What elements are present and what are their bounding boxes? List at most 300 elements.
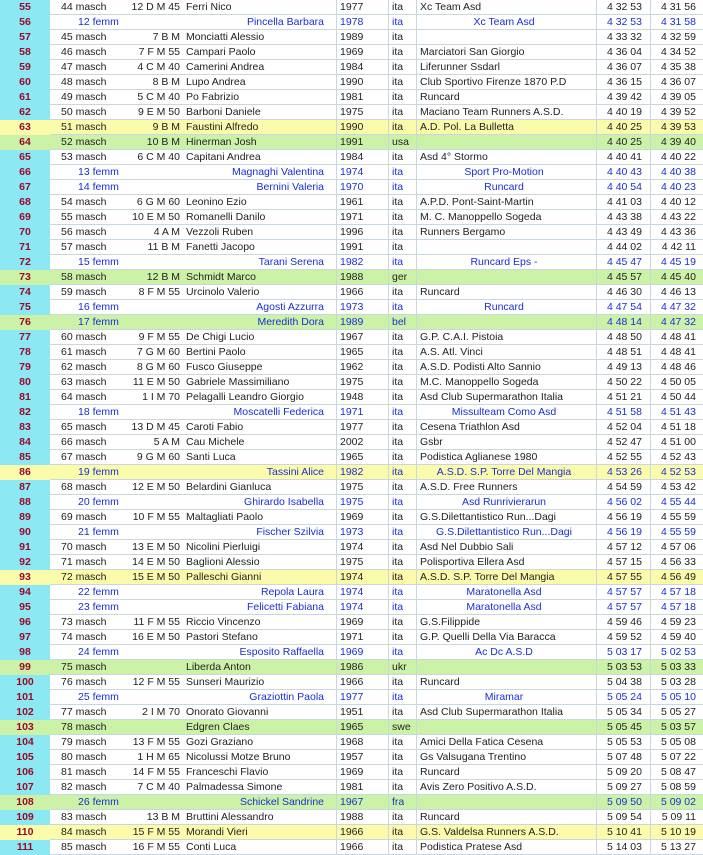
position-cell: 95 xyxy=(0,600,50,615)
position-cell: 109 xyxy=(0,810,50,825)
column-divider xyxy=(650,240,651,254)
table-row xyxy=(0,150,703,165)
table-row xyxy=(0,510,703,525)
birth-year-cell: 1975 xyxy=(340,106,364,118)
column-divider xyxy=(596,480,597,494)
column-divider xyxy=(650,0,651,14)
column-divider xyxy=(388,405,389,419)
position-cell: 67 xyxy=(0,180,50,195)
class-rank-cell: 1 H M 65 xyxy=(137,751,180,763)
club-cell: G.S.Dilettantistico Run...Dagi xyxy=(436,526,572,538)
column-divider xyxy=(650,525,651,539)
net-time-cell: 4 52 43 xyxy=(660,451,696,463)
class-rank-cell: 10 E M 50 xyxy=(132,211,180,223)
column-divider xyxy=(336,495,337,509)
net-time-cell: 4 45 40 xyxy=(660,271,696,283)
column-divider xyxy=(416,615,417,629)
column-divider xyxy=(650,480,651,494)
birth-year-cell: 1984 xyxy=(340,61,364,73)
club-cell: Asd 4° Stormo xyxy=(420,151,488,163)
birth-year-cell: 1975 xyxy=(340,496,364,508)
gun-time-cell: 5 09 20 xyxy=(606,766,642,778)
column-divider xyxy=(336,315,337,329)
column-divider xyxy=(388,45,389,59)
column-divider xyxy=(336,195,337,209)
column-divider xyxy=(416,300,417,314)
column-divider xyxy=(650,210,651,224)
column-divider xyxy=(336,840,337,854)
category-rank-cell: 56 masch xyxy=(61,226,107,238)
column-divider xyxy=(336,45,337,59)
column-divider xyxy=(596,630,597,644)
column-divider xyxy=(650,30,651,44)
nationality-cell: ita xyxy=(392,481,404,493)
nationality-cell: usa xyxy=(392,136,409,148)
column-divider xyxy=(650,255,651,269)
column-divider xyxy=(416,450,417,464)
category-rank-cell: 79 masch xyxy=(61,736,107,748)
column-divider xyxy=(388,765,389,779)
position-cell: 77 xyxy=(0,330,50,345)
position-cell: 62 xyxy=(0,105,50,120)
gun-time-cell: 4 51 21 xyxy=(606,391,642,403)
birth-year-cell: 1967 xyxy=(340,796,364,808)
position-cell: 110 xyxy=(0,825,50,840)
column-divider xyxy=(336,690,337,704)
athlete-name-cell: Franceschi Flavio xyxy=(186,766,269,778)
position-cell: 80 xyxy=(0,375,50,390)
column-divider xyxy=(596,165,597,179)
column-divider xyxy=(416,360,417,374)
athlete-name-cell: Bernini Valeria xyxy=(256,181,324,193)
club-cell: Gs Valsugana Trentino xyxy=(420,751,527,763)
club-cell: Maratonella Asd xyxy=(466,601,542,613)
birth-year-cell: 1969 xyxy=(340,46,364,58)
column-divider xyxy=(596,90,597,104)
club-cell: G.P. Quelli Della Via Baracca xyxy=(420,631,556,643)
column-divider xyxy=(416,675,417,689)
table-row xyxy=(0,555,703,570)
column-divider xyxy=(416,840,417,854)
column-divider xyxy=(596,540,597,554)
column-divider xyxy=(416,585,417,599)
column-divider xyxy=(388,330,389,344)
column-divider xyxy=(650,615,651,629)
column-divider xyxy=(336,705,337,719)
column-divider xyxy=(336,795,337,809)
column-divider xyxy=(650,105,651,119)
gun-time-cell: 4 57 15 xyxy=(606,556,642,568)
column-divider xyxy=(336,0,337,14)
table-row xyxy=(0,45,703,60)
column-divider xyxy=(650,120,651,134)
category-rank-cell: 62 masch xyxy=(61,361,107,373)
club-cell: A.S.D. S.P. Torre Del Mangia xyxy=(436,466,572,478)
class-rank-cell: 1 I M 70 xyxy=(142,391,180,403)
category-rank-cell: 76 masch xyxy=(61,676,107,688)
class-rank-cell: 9 E M 50 xyxy=(137,106,180,118)
net-time-cell: 4 31 58 xyxy=(660,16,696,28)
position-cell: 75 xyxy=(0,300,50,315)
gun-time-cell: 4 33 32 xyxy=(606,31,642,43)
category-rank-cell: 73 masch xyxy=(61,616,107,628)
nationality-cell: bel xyxy=(392,316,407,328)
birth-year-cell: 1988 xyxy=(340,271,364,283)
position-cell: 103 xyxy=(0,720,50,735)
column-divider xyxy=(596,690,597,704)
column-divider xyxy=(416,555,417,569)
club-cell: Amici Della Fatica Cesena xyxy=(420,736,544,748)
table-row xyxy=(0,135,703,150)
position-cell: 81 xyxy=(0,390,50,405)
column-divider xyxy=(336,120,337,134)
table-row xyxy=(0,300,703,315)
athlete-name-cell: Gabriele Massimiliano xyxy=(186,376,290,388)
club-cell: M. C. Manoppello Sogeda xyxy=(420,211,542,223)
category-rank-cell: 26 femm xyxy=(78,796,119,808)
column-divider xyxy=(388,30,389,44)
athlete-name-cell: Camerini Andrea xyxy=(186,61,265,73)
position-cell: 107 xyxy=(0,780,50,795)
net-time-cell: 4 59 23 xyxy=(660,616,696,628)
position-cell: 104 xyxy=(0,735,50,750)
column-divider xyxy=(650,195,651,209)
column-divider xyxy=(416,735,417,749)
nationality-cell: ita xyxy=(392,601,404,613)
gun-time-cell: 4 40 25 xyxy=(606,136,642,148)
nationality-cell: ita xyxy=(392,421,404,433)
column-divider xyxy=(416,810,417,824)
club-cell: Club Sportivo Firenze 1870 P.D xyxy=(420,76,567,88)
gun-time-cell: 4 59 46 xyxy=(606,616,642,628)
category-rank-cell: 51 masch xyxy=(61,121,107,133)
birth-year-cell: 1969 xyxy=(340,646,364,658)
class-rank-cell: 4 C M 40 xyxy=(137,61,180,73)
column-divider xyxy=(596,135,597,149)
column-divider xyxy=(388,675,389,689)
column-divider xyxy=(596,570,597,584)
net-time-cell: 4 35 38 xyxy=(660,61,696,73)
net-time-cell: 4 57 18 xyxy=(660,586,696,598)
column-divider xyxy=(388,285,389,299)
nationality-cell: ita xyxy=(392,76,404,88)
nationality-cell: ita xyxy=(392,526,404,538)
table-row xyxy=(0,675,703,690)
category-rank-cell: 53 masch xyxy=(61,151,107,163)
column-divider xyxy=(596,660,597,674)
nationality-cell: ita xyxy=(392,106,404,118)
column-divider xyxy=(388,480,389,494)
category-rank-cell: 75 masch xyxy=(61,661,107,673)
column-divider xyxy=(336,240,337,254)
birth-year-cell: 1982 xyxy=(340,256,364,268)
nationality-cell: ita xyxy=(392,496,404,508)
birth-year-cell: 1975 xyxy=(340,376,364,388)
table-row xyxy=(0,165,703,180)
column-divider xyxy=(388,15,389,29)
column-divider xyxy=(650,15,651,29)
column-divider xyxy=(596,225,597,239)
column-divider xyxy=(416,285,417,299)
birth-year-cell: 1965 xyxy=(340,451,364,463)
net-time-cell: 4 50 44 xyxy=(660,391,696,403)
column-divider xyxy=(388,210,389,224)
column-divider xyxy=(336,90,337,104)
position-cell: 89 xyxy=(0,510,50,525)
athlete-name-cell: Liberda Anton xyxy=(186,661,251,673)
position-cell: 59 xyxy=(0,60,50,75)
column-divider xyxy=(336,420,337,434)
class-rank-cell: 9 F M 55 xyxy=(138,331,180,343)
birth-year-cell: 1974 xyxy=(340,586,364,598)
category-rank-cell: 65 masch xyxy=(61,421,107,433)
column-divider xyxy=(596,510,597,524)
gun-time-cell: 4 49 13 xyxy=(606,361,642,373)
club-cell: G.P. C.A.I. Pistoia xyxy=(420,331,504,343)
table-row xyxy=(0,315,703,330)
class-rank-cell: 12 E M 50 xyxy=(132,481,180,493)
column-divider xyxy=(596,195,597,209)
column-divider xyxy=(416,375,417,389)
table-row xyxy=(0,465,703,480)
column-divider xyxy=(416,315,417,329)
birth-year-cell: 1990 xyxy=(340,121,364,133)
gun-time-cell: 4 53 26 xyxy=(606,466,642,478)
birth-year-cell: 1973 xyxy=(340,301,364,313)
category-rank-cell: 44 masch xyxy=(61,1,107,13)
category-rank-cell: 16 femm xyxy=(78,301,119,313)
gun-time-cell: 4 52 55 xyxy=(606,451,642,463)
category-rank-cell: 85 masch xyxy=(61,841,107,853)
table-row xyxy=(0,30,703,45)
column-divider xyxy=(336,570,337,584)
nationality-cell: ita xyxy=(392,331,404,343)
athlete-name-cell: Fischer Szilvia xyxy=(256,526,324,538)
column-divider xyxy=(336,465,337,479)
category-rank-cell: 70 masch xyxy=(61,541,107,553)
column-divider xyxy=(336,390,337,404)
class-rank-cell: 11 F M 55 xyxy=(133,616,180,628)
column-divider xyxy=(650,720,651,734)
birth-year-cell: 1988 xyxy=(340,811,364,823)
class-rank-cell: 6 C M 40 xyxy=(137,151,180,163)
column-divider xyxy=(650,150,651,164)
column-divider xyxy=(388,390,389,404)
gun-time-cell: 5 09 27 xyxy=(606,781,642,793)
nationality-cell: ita xyxy=(392,376,404,388)
athlete-name-cell: Pincella Barbara xyxy=(246,16,324,28)
column-divider xyxy=(650,795,651,809)
class-rank-cell: 2 I M 70 xyxy=(142,706,180,718)
column-divider xyxy=(388,240,389,254)
nationality-cell: ita xyxy=(392,736,404,748)
table-row xyxy=(0,570,703,585)
category-rank-cell: 63 masch xyxy=(61,376,107,388)
column-divider xyxy=(650,45,651,59)
column-divider xyxy=(388,135,389,149)
column-divider xyxy=(416,825,417,839)
net-time-cell: 5 05 08 xyxy=(660,736,696,748)
birth-year-cell: 1973 xyxy=(340,526,364,538)
table-row xyxy=(0,795,703,810)
net-time-cell: 5 08 47 xyxy=(660,766,696,778)
table-row xyxy=(0,210,703,225)
nationality-cell: ita xyxy=(392,286,404,298)
category-rank-cell: 49 masch xyxy=(61,91,107,103)
birth-year-cell: 1991 xyxy=(340,241,364,253)
athlete-name-cell: Tassini Alice xyxy=(266,466,324,478)
nationality-cell: ita xyxy=(392,181,404,193)
column-divider xyxy=(596,0,597,14)
birth-year-cell: 1990 xyxy=(340,76,364,88)
athlete-name-cell: Urcinolo Valerio xyxy=(186,286,260,298)
class-rank-cell: 16 F M 55 xyxy=(132,841,180,853)
table-row xyxy=(0,105,703,120)
column-divider xyxy=(596,345,597,359)
column-divider xyxy=(388,705,389,719)
athlete-name-cell: Graziottin Paola xyxy=(249,691,324,703)
column-divider xyxy=(336,630,337,644)
gun-time-cell: 4 40 25 xyxy=(606,121,642,133)
column-divider xyxy=(596,180,597,194)
gun-time-cell: 4 43 49 xyxy=(606,226,642,238)
gun-time-cell: 4 36 15 xyxy=(606,76,642,88)
table-row xyxy=(0,615,703,630)
net-time-cell: 5 10 19 xyxy=(660,826,696,838)
nationality-cell: ita xyxy=(392,241,404,253)
category-rank-cell: 61 masch xyxy=(61,346,107,358)
position-cell: 70 xyxy=(0,225,50,240)
nationality-cell: ita xyxy=(392,706,404,718)
class-rank-cell: 15 E M 50 xyxy=(132,571,180,583)
net-time-cell: 4 34 52 xyxy=(660,46,696,58)
table-row xyxy=(0,285,703,300)
gun-time-cell: 4 50 22 xyxy=(606,376,642,388)
column-divider xyxy=(388,645,389,659)
class-rank-cell: 13 F M 55 xyxy=(132,736,180,748)
athlete-name-cell: Pastori Stefano xyxy=(186,631,258,643)
birth-year-cell: 1965 xyxy=(340,346,364,358)
column-divider xyxy=(650,840,651,854)
table-row xyxy=(0,360,703,375)
column-divider xyxy=(416,180,417,194)
column-divider xyxy=(416,705,417,719)
club-cell: Podistica Pratese Asd xyxy=(420,841,523,853)
athlete-name-cell: Maltagliati Paolo xyxy=(186,511,264,523)
athlete-name-cell: Barboni Daniele xyxy=(186,106,261,118)
column-divider xyxy=(596,840,597,854)
column-divider xyxy=(388,375,389,389)
athlete-name-cell: Pelagalli Leandro Giorgio xyxy=(186,391,304,403)
position-cell: 92 xyxy=(0,555,50,570)
category-rank-cell: 46 masch xyxy=(61,46,107,58)
birth-year-cell: 1974 xyxy=(340,166,364,178)
table-row xyxy=(0,435,703,450)
position-cell: 105 xyxy=(0,750,50,765)
birth-year-cell: 1951 xyxy=(340,706,364,718)
category-rank-cell: 55 masch xyxy=(61,211,107,223)
category-rank-cell: 81 masch xyxy=(61,766,107,778)
net-time-cell: 4 59 40 xyxy=(660,631,696,643)
category-rank-cell: 72 masch xyxy=(61,571,107,583)
club-cell: Ac Dc A.S.D xyxy=(475,646,533,658)
position-cell: 98 xyxy=(0,645,50,660)
athlete-name-cell: Ferri Nico xyxy=(186,1,232,13)
athlete-name-cell: Agosti Azzurra xyxy=(256,301,324,313)
position-cell: 97 xyxy=(0,630,50,645)
position-cell: 94 xyxy=(0,585,50,600)
column-divider xyxy=(336,360,337,374)
club-cell: Runcard xyxy=(420,91,460,103)
column-divider xyxy=(650,315,651,329)
nationality-cell: ita xyxy=(392,556,404,568)
category-rank-cell: 17 femm xyxy=(78,316,119,328)
gun-time-cell: 4 48 50 xyxy=(606,331,642,343)
table-row xyxy=(0,330,703,345)
athlete-name-cell: Bruttini Alessandro xyxy=(186,811,274,823)
column-divider xyxy=(416,720,417,734)
table-row xyxy=(0,660,703,675)
athlete-name-cell: Repola Laura xyxy=(260,586,324,598)
table-row xyxy=(0,480,703,495)
column-divider xyxy=(650,225,651,239)
column-divider xyxy=(388,90,389,104)
column-divider xyxy=(650,600,651,614)
column-divider xyxy=(336,735,337,749)
table-row xyxy=(0,525,703,540)
position-cell: 78 xyxy=(0,345,50,360)
net-time-cell: 4 48 41 xyxy=(660,346,696,358)
column-divider xyxy=(336,450,337,464)
net-time-cell: 5 09 02 xyxy=(660,796,696,808)
column-divider xyxy=(596,105,597,119)
gun-time-cell: 4 51 58 xyxy=(606,406,642,418)
table-row xyxy=(0,630,703,645)
gun-time-cell: 4 44 02 xyxy=(606,241,642,253)
table-row xyxy=(0,495,703,510)
birth-year-cell: 1968 xyxy=(340,736,364,748)
column-divider xyxy=(336,255,337,269)
category-rank-cell: 83 masch xyxy=(61,811,107,823)
column-divider xyxy=(336,540,337,554)
category-rank-cell: 80 masch xyxy=(61,751,107,763)
class-rank-cell: 4 A M xyxy=(153,226,180,238)
table-row xyxy=(0,645,703,660)
club-cell: Runcard xyxy=(420,811,460,823)
gun-time-cell: 4 45 47 xyxy=(606,256,642,268)
column-divider xyxy=(650,555,651,569)
position-cell: 108 xyxy=(0,795,50,810)
column-divider xyxy=(596,450,597,464)
column-divider xyxy=(416,420,417,434)
position-cell: 65 xyxy=(0,150,50,165)
nationality-cell: ita xyxy=(392,586,404,598)
table-row xyxy=(0,765,703,780)
column-divider xyxy=(336,810,337,824)
club-cell: A.S.D. Free Runners xyxy=(420,481,518,493)
position-cell: 106 xyxy=(0,765,50,780)
column-divider xyxy=(416,510,417,524)
nationality-cell: ger xyxy=(392,271,408,283)
column-divider xyxy=(650,300,651,314)
table-row xyxy=(0,810,703,825)
table-row xyxy=(0,120,703,135)
athlete-name-cell: Capitani Andrea xyxy=(186,151,261,163)
athlete-name-cell: De Chigi Lucio xyxy=(186,331,255,343)
class-rank-cell: 11 B M xyxy=(147,241,180,253)
nationality-cell: ita xyxy=(392,781,404,793)
position-cell: 68 xyxy=(0,195,50,210)
